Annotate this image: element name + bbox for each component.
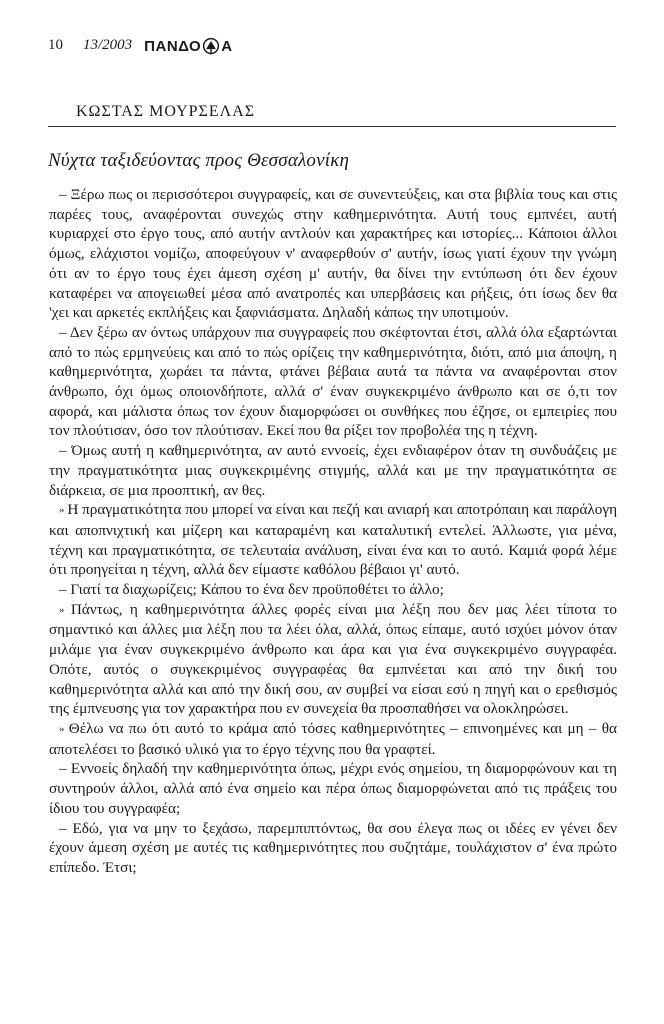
paragraph-text: – Δεν ξέρω αν όντως υπάρχουν πια συγγραφείς που σκέφτονται έτσι, αλλά όλα εξαρτώνται από το πώς ερμηνεύεις και από το πώς ορίζεις την καθημερινότητα, διότι, από μια άποψη, η καθημερινότητα, χωράει τα πάντα, φτάνει βέβαια αυτά τα πάντα να αναφέρονται στον άνθρωπο, όχι όμως οποιονδήποτε, αλλά σ' έναν συγκεκριμένο άνθρωπο και σε ό,τι τον αφορά, και μάλιστα όπως τον έχουν διαμορφώσει οι συνθήκες που έζησε, οι εμπειρίες που τον πλούτισαν, όσο τον πλούτισαν. Εκεί που θα ρίξει τον προβολέα της η τέχνη. [49, 323, 617, 440]
paragraph [49, 600, 617, 719]
paragraph-text: – Εννοείς δηλαδή την καθημερινότητα όπως, μέχρι ενός σημείου, τη διαμορφώνουν και τη συντηρούν άλλοι, αλλά από ένα σημείο και πέρα όπως διαμορφώνεται από τις πράξεις του ίδιου του συγγραφέα; [49, 760, 617, 817]
paragraph [49, 441, 617, 500]
paragraph [49, 185, 617, 323]
paragraph-text: – Εδώ, για να μην το ξεχάσω, παρεμπιπτόντως, θα σου έλεγα πως οι ιδέες εν γένει δεν έχουν άμεση σχέση με αυτές τις καθημερινότητες που συζητάμε, τουλάχιστον σ' ένα πρώτο επίπεδο. Έτσι; [49, 819, 617, 876]
paragraph [49, 580, 617, 600]
author-name: ΚΩΣΤΑΣ ΜΟΥΡΣΕΛΑΣ [76, 103, 256, 120]
article-body [49, 185, 617, 878]
magazine-logo [144, 37, 232, 55]
issue-number: 13/2003 [83, 37, 133, 53]
paragraph-text: – Όμως αυτή η καθημερινότητα, αν αυτό εννοείς, έχει ενδιαφέρον όταν τη συνδυάζεις με την πραγματικότητα μιας συγκεκριμένης στιγμής, αλλά και με την πραγματικότητα σε διάρκεια, σε μια προοπτική, αν θες. [49, 442, 617, 499]
paragraph [49, 759, 617, 818]
paragraph-text: – Γιατί τα διαχωρίζεις; Κάπου το ένα δεν προϋποθέτει το άλλο; [59, 581, 444, 599]
paragraph [49, 719, 617, 759]
page-header [48, 36, 233, 60]
quote-mark: » [59, 504, 64, 517]
paragraph [49, 500, 617, 580]
quote-mark: » [59, 722, 64, 735]
paragraph [49, 819, 617, 878]
header-divider [48, 126, 616, 127]
page-number: 10 [48, 37, 63, 53]
paragraph-text: – Ξέρω πως οι περισσότεροι συγγραφείς, και σε συνεντεύξεις, και στα βιβλία τους και στις παρέες τους, αναφέρονται συνεχώς στην καθημερινότητα. Αυτή τους εμπνέει, αυτή κυριαρχεί στο έργο τους, από αυτήν αντλούν και χαρακτήρες και ιστορίες... Κάποιοι άλλοι όμως, ελάχιστοι νομίζω, αποφεύγουν ν' αναφερθούν σ' αυτήν, ίσως γιατί έχουν την γνώμη ότι αν το έργο τους έχει άμεση σχέση μ' αυτήν, θα δίνει την εντύπωση ότι δεν έχουν καταφέρει να απογειωθεί μέσα από ανατροπές και υπερβάσεις και ρήξεις, ότι ίσως δεν θα 'χει και αρκετές εκπλήξεις και ξαφνιάσματα. Δηλαδή κάπως την υποτιμούν. [49, 186, 617, 322]
paragraph-text: Πάντως, η καθημερινότητα άλλες φορές είναι μια λέξη που δεν μας λέει τίποτα το σημαντικό και άλλες μια λέξη που τα λέει όλα, αλλά, όπως είπαμε, αυτό ισχύει μόνον όταν μιλάμε για έναν συγκεκριμένο άνθρωπο και άρα και για ένα συγκεκριμένο συγγραφέα. Οπότε, αυτός ο συγκεκριμένος συγγραφέας θα εμπνέεται και από την δική του καθημερινότητα αλλά και από την δική σου, αν συμβεί να είσαι εσύ η πηγή και ο ερεθισμός της έμπνευσης για τον χαρακτήρα που εν συνεχεία θα προσπαθήσει να ολοκληρώσει. [49, 600, 617, 718]
logo-text-right: Α [221, 38, 233, 55]
paragraph-text: Η πραγματικότητα που μπορεί να είναι και πεζή και ανιαρή και αποτρόπαιη και παράλογη και αποπνιχτική και μίζερη και καταραμένη και καταλυτική εντελεί. Άλλωστε, για μένα, τέχνη και πραγματικότητα, σε τελευταία ανάλυση, είναι ένα και το αυτό. Καμιά φορά λέμε ότι προηγείται η τέχνη, αλλά δεν είμαστε καθόλου βέβαιοι γι' αυτό. [49, 501, 618, 579]
paragraph [49, 323, 617, 441]
article-title: Νύχτα ταξιδεύοντας προς Θεσσαλονίκη [48, 150, 350, 171]
logo-mark-icon [202, 37, 220, 55]
paragraph-text: Θέλω να πω ότι αυτό το κράμα από τόσες καθημερινότητες – επινοημένες και μη – θα αποτελέσει το βασικό υλικό για το έργο τέχνης που θα γραφτεί. [49, 719, 617, 758]
quote-mark: » [59, 603, 64, 616]
logo-text-left: ΠΑΝΔΟ [144, 38, 202, 55]
